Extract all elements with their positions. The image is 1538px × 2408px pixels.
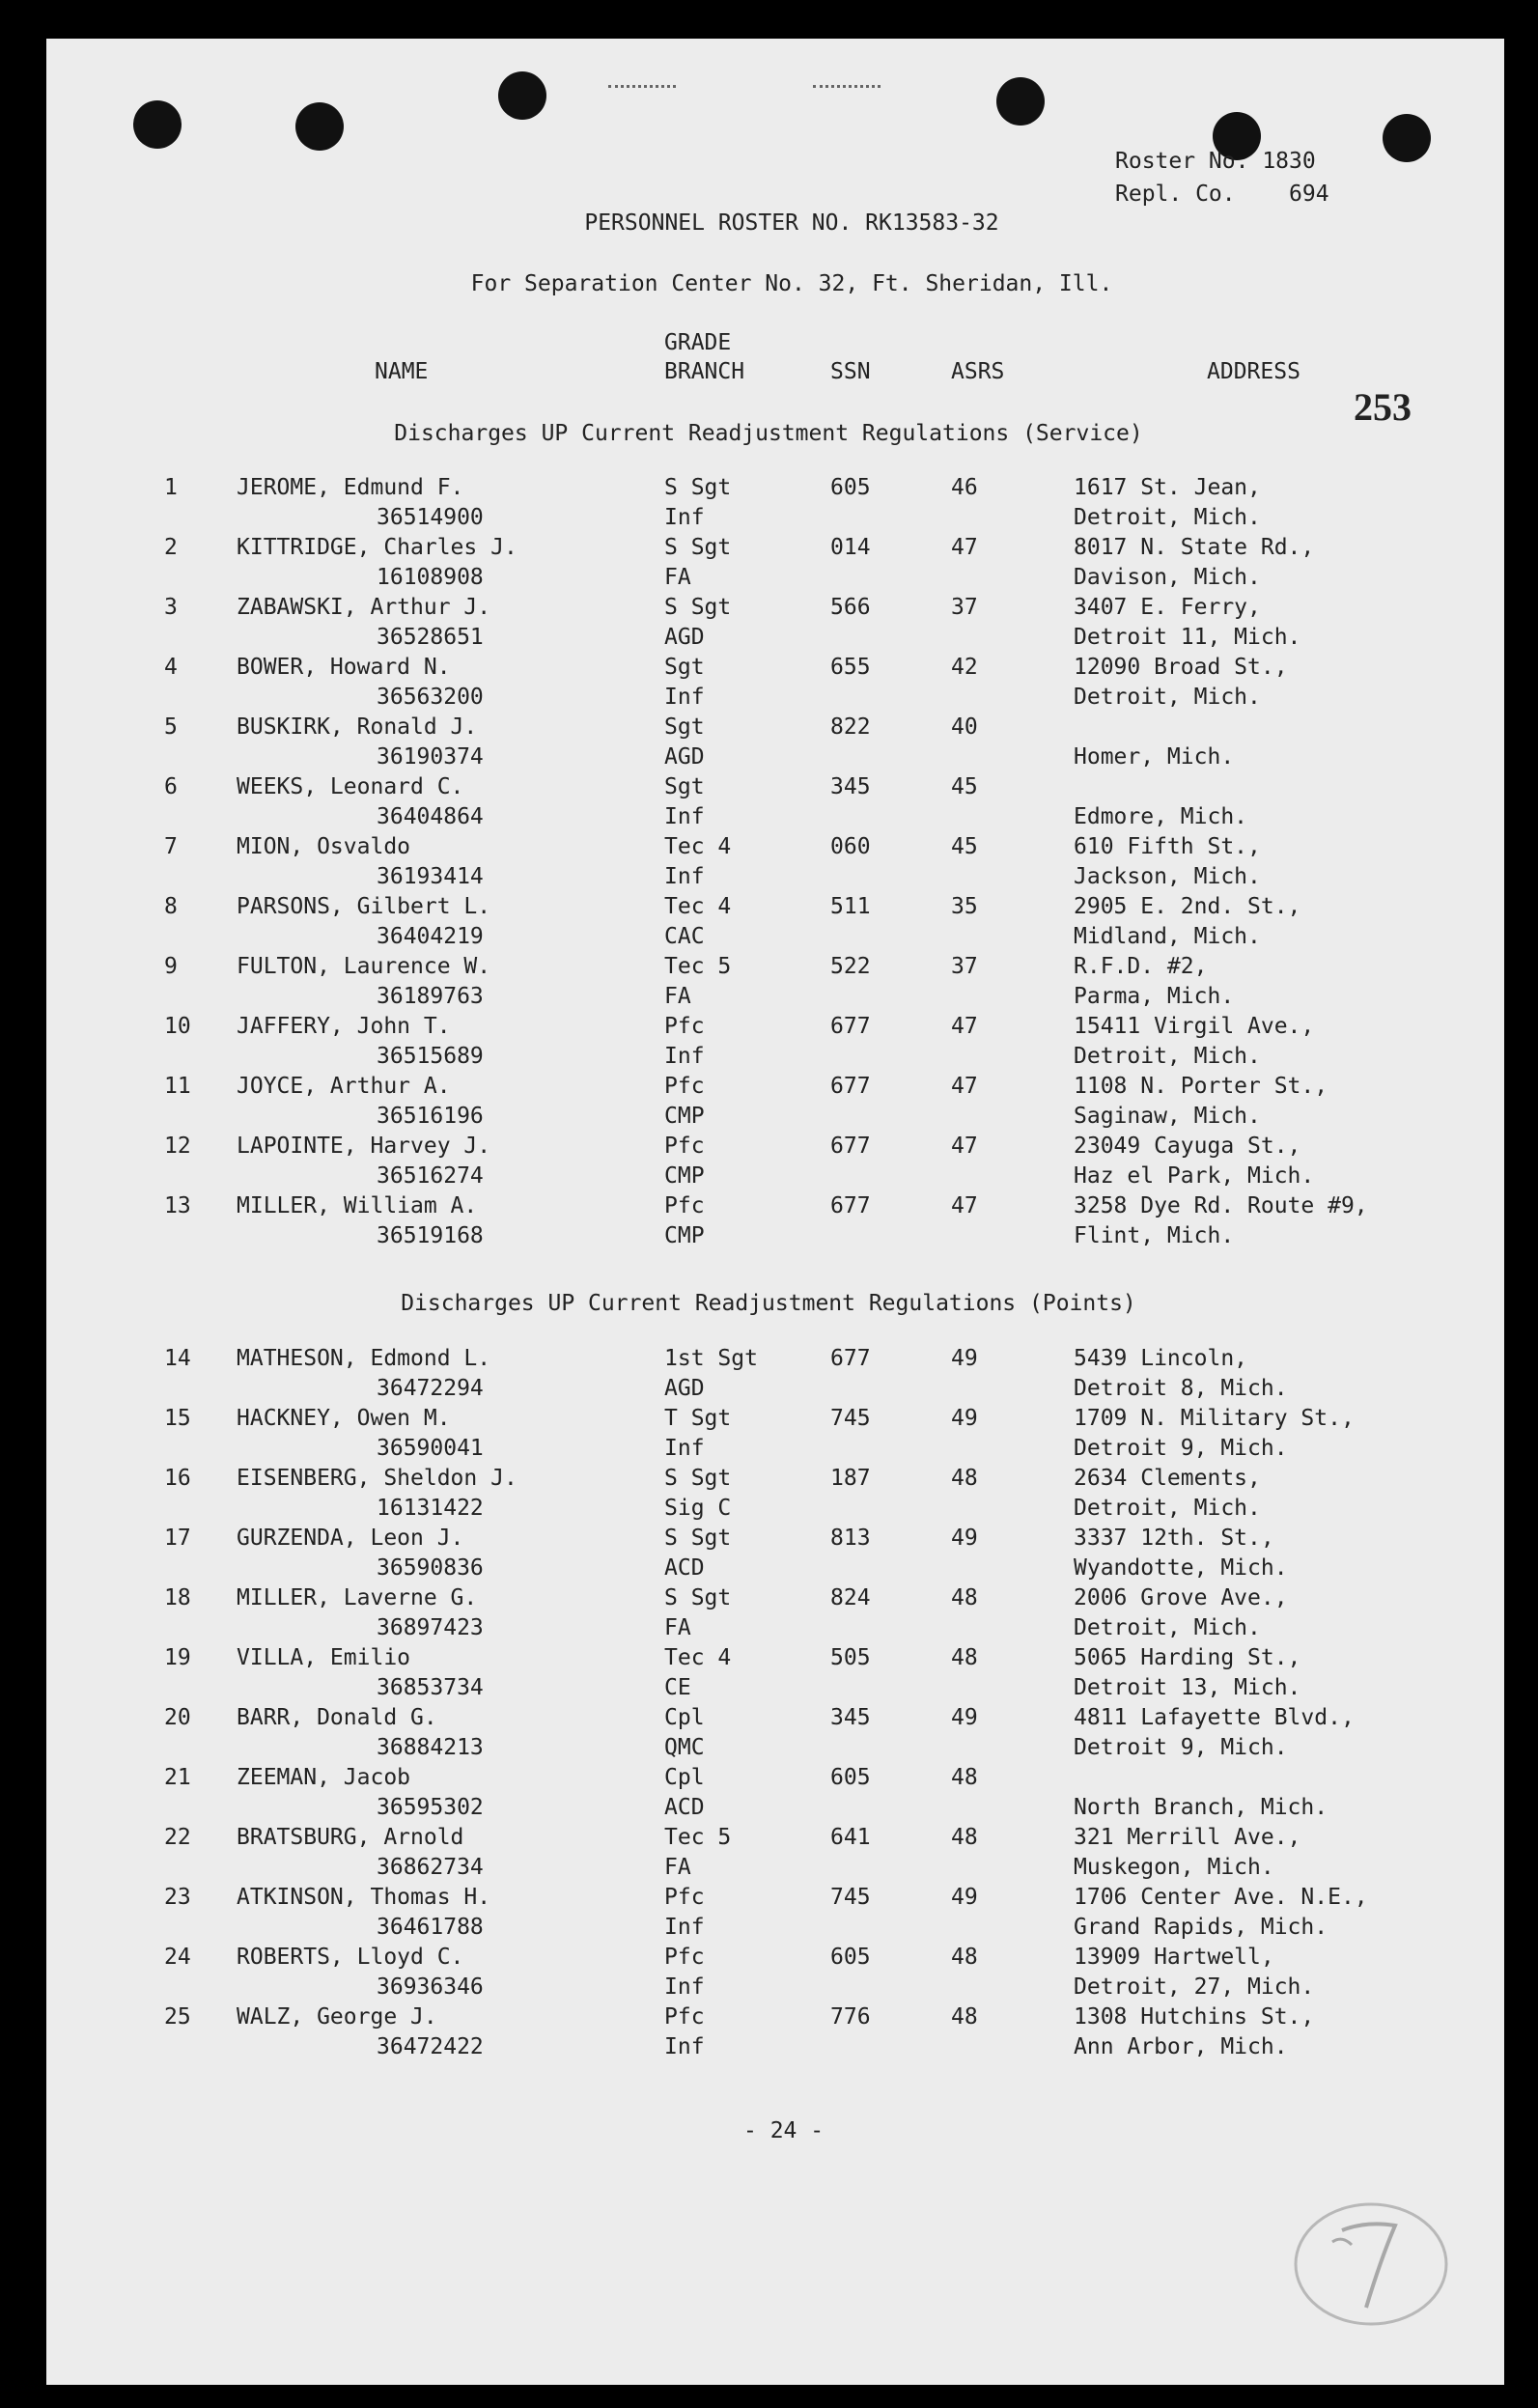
- column-header-name: NAME: [375, 359, 429, 384]
- row-number: 22: [164, 1825, 191, 1850]
- address-line-1: 12090 Broad St.,: [1074, 655, 1288, 680]
- branch: AGD: [664, 1376, 705, 1401]
- ssn-code: 677: [830, 1014, 871, 1039]
- roster-row: [0, 1524, 1538, 1583]
- asrs-score: 37: [951, 595, 978, 620]
- branch: AGD: [664, 744, 705, 770]
- serial-number: 36472422: [377, 2034, 484, 2059]
- row-number: 2: [164, 535, 178, 560]
- smudge-mark: [608, 85, 676, 98]
- roster-row: [0, 1583, 1538, 1643]
- serial-number: 36853734: [377, 1675, 484, 1700]
- address-line-1: 15411 Virgil Ave.,: [1074, 1014, 1315, 1039]
- serial-number: 36516274: [377, 1163, 484, 1189]
- row-number: 6: [164, 774, 178, 799]
- asrs-score: 46: [951, 475, 978, 500]
- address-line-1: 3407 E. Ferry,: [1074, 595, 1261, 620]
- address-line-1: 1706 Center Ave. N.E.,: [1074, 1885, 1368, 1910]
- row-number: 9: [164, 954, 178, 979]
- column-header-grade: GRADE: [664, 330, 732, 355]
- asrs-score: 48: [951, 1945, 978, 1970]
- grade: Tec 4: [664, 1645, 732, 1670]
- grade: S Sgt: [664, 1585, 732, 1610]
- soldier-name: FULTON, Laurence W.: [237, 954, 491, 979]
- address-line-2: Flint, Mich.: [1074, 1223, 1235, 1248]
- soldier-name: MATHESON, Edmond L.: [237, 1346, 491, 1371]
- asrs-score: 49: [951, 1346, 978, 1371]
- address-line-1: 4811 Lafayette Blvd.,: [1074, 1705, 1355, 1730]
- address-line-2: Detroit, Mich.: [1074, 1615, 1261, 1640]
- grade: Tec 5: [664, 1825, 732, 1850]
- address-line-2: Edmore, Mich.: [1074, 804, 1248, 829]
- asrs-score: 49: [951, 1526, 978, 1551]
- serial-number: 36884213: [377, 1735, 484, 1760]
- row-number: 1: [164, 475, 178, 500]
- page-stamp-number: 253: [1354, 385, 1412, 429]
- soldier-name: PARSONS, Gilbert L.: [237, 894, 491, 919]
- branch: ACD: [664, 1795, 705, 1820]
- grade: Tec 5: [664, 954, 732, 979]
- grade: T Sgt: [664, 1406, 732, 1431]
- branch: Inf: [664, 1974, 705, 2000]
- address-line-2: Jackson, Mich.: [1074, 864, 1261, 889]
- asrs-score: 49: [951, 1705, 978, 1730]
- address-line-1: 321 Merrill Ave.,: [1074, 1825, 1301, 1850]
- ssn-code: 605: [830, 1945, 871, 1970]
- soldier-name: MILLER, Laverne G.: [237, 1585, 478, 1610]
- serial-number: 36193414: [377, 864, 484, 889]
- row-number: 23: [164, 1885, 191, 1910]
- soldier-name: MION, Osvaldo: [237, 834, 411, 859]
- asrs-score: 42: [951, 655, 978, 680]
- ssn-code: 745: [830, 1885, 871, 1910]
- roster-row: [0, 1763, 1538, 1823]
- address-line-1: 3258 Dye Rd. Route #9,: [1074, 1193, 1368, 1218]
- address-line-2: Detroit 9, Mich.: [1074, 1735, 1288, 1760]
- address-line-2: Wyandotte, Mich.: [1074, 1555, 1288, 1581]
- roster-number: Roster No. 1830: [1115, 149, 1316, 174]
- roster-row: [0, 1883, 1538, 1943]
- address-line-1: 1617 St. Jean,: [1074, 475, 1261, 500]
- address-line-2: Grand Rapids, Mich.: [1074, 1915, 1328, 1940]
- soldier-name: BUSKIRK, Ronald J.: [237, 714, 478, 740]
- address-line-2: Detroit, Mich.: [1074, 1496, 1261, 1521]
- branch: Inf: [664, 505, 705, 530]
- ssn-code: 187: [830, 1466, 871, 1491]
- serial-number: 36515689: [377, 1044, 484, 1069]
- roster-row: [0, 1072, 1538, 1132]
- address-line-1: 2006 Grove Ave.,: [1074, 1585, 1288, 1610]
- soldier-name: LAPOINTE, Harvey J.: [237, 1134, 491, 1159]
- roster-row: [0, 653, 1538, 713]
- grade: Pfc: [664, 1134, 705, 1159]
- soldier-name: BRATSBURG, Arnold: [237, 1825, 464, 1850]
- branch: Inf: [664, 804, 705, 829]
- soldier-name: KITTRIDGE, Charles J.: [237, 535, 517, 560]
- asrs-score: 48: [951, 1645, 978, 1670]
- address-line-2: Midland, Mich.: [1074, 924, 1261, 949]
- roster-row: [0, 1943, 1538, 2002]
- serial-number: 36461788: [377, 1915, 484, 1940]
- serial-number: 36516196: [377, 1104, 484, 1129]
- grade: Pfc: [664, 1074, 705, 1099]
- address-line-2: Detroit 9, Mich.: [1074, 1436, 1288, 1461]
- serial-number: 16131422: [377, 1496, 484, 1521]
- roster-row: [0, 1404, 1538, 1464]
- punch-hole: [133, 100, 182, 149]
- ssn-code: 566: [830, 595, 871, 620]
- column-header-ssn: SSN: [830, 359, 871, 384]
- address-line-2: Detroit, 27, Mich.: [1074, 1974, 1315, 2000]
- soldier-name: WEEKS, Leonard C.: [237, 774, 464, 799]
- asrs-score: 49: [951, 1406, 978, 1431]
- serial-number: 36528651: [377, 625, 484, 650]
- asrs-score: 47: [951, 1134, 978, 1159]
- handwritten-mark-graphic: [1274, 2192, 1468, 2337]
- soldier-name: ZEEMAN, Jacob: [237, 1765, 411, 1790]
- ssn-code: 605: [830, 1765, 871, 1790]
- asrs-score: 45: [951, 834, 978, 859]
- punch-hole: [498, 71, 546, 120]
- soldier-name: ROBERTS, Lloyd C.: [237, 1945, 464, 1970]
- roster-row: [0, 952, 1538, 1012]
- address-line-2: Detroit 13, Mich.: [1074, 1675, 1301, 1700]
- roster-row: [0, 533, 1538, 593]
- address-line-1: 2634 Clements,: [1074, 1466, 1261, 1491]
- serial-number: 16108908: [377, 565, 484, 590]
- ssn-code: 677: [830, 1193, 871, 1218]
- serial-number: 36590041: [377, 1436, 484, 1461]
- section-heading-service: Discharges UP Current Readjustment Regulations (Service): [394, 421, 1143, 446]
- asrs-score: 47: [951, 1074, 978, 1099]
- branch: CMP: [664, 1223, 705, 1248]
- soldier-name: JOYCE, Arthur A.: [237, 1074, 451, 1099]
- address-line-2: Muskegon, Mich.: [1074, 1855, 1274, 1880]
- ssn-code: 511: [830, 894, 871, 919]
- grade: Sgt: [664, 655, 705, 680]
- ssn-code: 745: [830, 1406, 871, 1431]
- branch: FA: [664, 1855, 691, 1880]
- asrs-score: 48: [951, 1825, 978, 1850]
- asrs-score: 48: [951, 1466, 978, 1491]
- soldier-name: JAFFERY, John T.: [237, 1014, 451, 1039]
- soldier-name: MILLER, William A.: [237, 1193, 478, 1218]
- grade: Sgt: [664, 714, 705, 740]
- soldier-name: ATKINSON, Thomas H.: [237, 1885, 491, 1910]
- branch: ACD: [664, 1555, 705, 1581]
- grade: S Sgt: [664, 595, 732, 620]
- roster-row: [0, 593, 1538, 653]
- grade: Tec 4: [664, 894, 732, 919]
- grade: S Sgt: [664, 1526, 732, 1551]
- soldier-name: BOWER, Howard N.: [237, 655, 451, 680]
- serial-number: 36472294: [377, 1376, 484, 1401]
- column-header-address: ADDRESS: [1207, 359, 1300, 384]
- branch: FA: [664, 1615, 691, 1640]
- roster-row: [0, 473, 1538, 533]
- ssn-code: 813: [830, 1526, 871, 1551]
- ssn-code: 014: [830, 535, 871, 560]
- row-number: 5: [164, 714, 178, 740]
- serial-number: 36404219: [377, 924, 484, 949]
- row-number: 25: [164, 2004, 191, 2030]
- grade: Pfc: [664, 2004, 705, 2030]
- roster-row: [0, 1703, 1538, 1763]
- ssn-code: 345: [830, 1705, 871, 1730]
- address-line-1: R.F.D. #2,: [1074, 954, 1208, 979]
- soldier-name: GURZENDA, Leon J.: [237, 1526, 464, 1551]
- roster-title: PERSONNEL ROSTER NO. RK13583-32: [584, 210, 999, 236]
- serial-number: 36590836: [377, 1555, 484, 1581]
- soldier-name: ZABAWSKI, Arthur J.: [237, 595, 491, 620]
- address-line-2: Parma, Mich.: [1074, 984, 1235, 1009]
- roster-row: [0, 772, 1538, 832]
- row-number: 4: [164, 655, 178, 680]
- address-line-2: Davison, Mich.: [1074, 565, 1261, 590]
- branch: Inf: [664, 1044, 705, 1069]
- address-line-1: 13909 Hartwell,: [1074, 1945, 1274, 1970]
- punch-hole: [996, 77, 1045, 126]
- branch: FA: [664, 984, 691, 1009]
- roster-row: [0, 1191, 1538, 1251]
- roster-subtitle: For Separation Center No. 32, Ft. Sheridan, Ill.: [470, 271, 1113, 296]
- roster-row: [0, 1132, 1538, 1191]
- asrs-score: 45: [951, 774, 978, 799]
- soldier-name: HACKNEY, Owen M.: [237, 1406, 451, 1431]
- asrs-score: 47: [951, 535, 978, 560]
- ssn-code: 824: [830, 1585, 871, 1610]
- branch: Inf: [664, 685, 705, 710]
- grade: Pfc: [664, 1945, 705, 1970]
- address-line-1: 23049 Cayuga St.,: [1074, 1134, 1301, 1159]
- branch: Inf: [664, 1915, 705, 1940]
- address-line-1: 5439 Lincoln,: [1074, 1346, 1248, 1371]
- branch: CAC: [664, 924, 705, 949]
- branch: CE: [664, 1675, 691, 1700]
- grade: Cpl: [664, 1705, 705, 1730]
- ssn-code: 677: [830, 1074, 871, 1099]
- row-number: 7: [164, 834, 178, 859]
- row-number: 17: [164, 1526, 191, 1551]
- address-line-1: 1108 N. Porter St.,: [1074, 1074, 1328, 1099]
- address-line-2: North Branch, Mich.: [1074, 1795, 1328, 1820]
- ssn-code: 776: [830, 2004, 871, 2030]
- grade: Cpl: [664, 1765, 705, 1790]
- roster-row: [0, 2002, 1538, 2062]
- row-number: 10: [164, 1014, 191, 1039]
- address-line-1: 2905 E. 2nd. St.,: [1074, 894, 1301, 919]
- row-number: 13: [164, 1193, 191, 1218]
- section-heading-points: Discharges UP Current Readjustment Regulations (Points): [401, 1291, 1136, 1316]
- roster-row: [0, 1012, 1538, 1072]
- address-line-1: 5065 Harding St.,: [1074, 1645, 1301, 1670]
- asrs-score: 40: [951, 714, 978, 740]
- branch: Inf: [664, 1436, 705, 1461]
- soldier-name: VILLA, Emilio: [237, 1645, 411, 1670]
- row-number: 3: [164, 595, 178, 620]
- branch: FA: [664, 565, 691, 590]
- asrs-score: 48: [951, 2004, 978, 2030]
- ssn-code: 655: [830, 655, 871, 680]
- roster-row: [0, 1643, 1538, 1703]
- address-line-1: 3337 12th. St.,: [1074, 1526, 1274, 1551]
- grade: S Sgt: [664, 535, 732, 560]
- branch: Sig C: [664, 1496, 732, 1521]
- serial-number: 36862734: [377, 1855, 484, 1880]
- row-number: 24: [164, 1945, 191, 1970]
- branch: CMP: [664, 1104, 705, 1129]
- column-header-asrs: ASRS: [951, 359, 1005, 384]
- grade: Pfc: [664, 1193, 705, 1218]
- ssn-code: 605: [830, 475, 871, 500]
- grade: Pfc: [664, 1014, 705, 1039]
- roster-row: [0, 1344, 1538, 1404]
- branch: Inf: [664, 864, 705, 889]
- row-number: 12: [164, 1134, 191, 1159]
- serial-number: 36897423: [377, 1615, 484, 1640]
- roster-row: [0, 1464, 1538, 1524]
- grade: 1st Sgt: [664, 1346, 758, 1371]
- branch: Inf: [664, 2034, 705, 2059]
- ssn-code: 822: [830, 714, 871, 740]
- smudge-mark: [813, 85, 881, 98]
- serial-number: 36595302: [377, 1795, 484, 1820]
- asrs-score: 48: [951, 1585, 978, 1610]
- row-number: 11: [164, 1074, 191, 1099]
- serial-number: 36514900: [377, 505, 484, 530]
- address-line-1: 610 Fifth St.,: [1074, 834, 1261, 859]
- page-number: - 24 -: [743, 2118, 825, 2143]
- column-header-branch: BRANCH: [664, 359, 745, 384]
- row-number: 19: [164, 1645, 191, 1670]
- roster-row: [0, 892, 1538, 952]
- row-number: 8: [164, 894, 178, 919]
- roster-row: [0, 1823, 1538, 1883]
- address-line-1: 8017 N. State Rd.,: [1074, 535, 1315, 560]
- asrs-score: 37: [951, 954, 978, 979]
- replacement-company: Repl. Co. 694: [1115, 182, 1329, 207]
- grade: S Sgt: [664, 475, 732, 500]
- row-number: 14: [164, 1346, 191, 1371]
- grade: Tec 4: [664, 834, 732, 859]
- asrs-score: 48: [951, 1765, 978, 1790]
- ssn-code: 505: [830, 1645, 871, 1670]
- address-line-2: Detroit, Mich.: [1074, 505, 1261, 530]
- ssn-code: 522: [830, 954, 871, 979]
- branch: QMC: [664, 1735, 705, 1760]
- soldier-name: EISENBERG, Sheldon J.: [237, 1466, 517, 1491]
- soldier-name: BARR, Donald G.: [237, 1705, 437, 1730]
- address-line-2: Detroit 8, Mich.: [1074, 1376, 1288, 1401]
- row-number: 16: [164, 1466, 191, 1491]
- serial-number: 36936346: [377, 1974, 484, 2000]
- grade: S Sgt: [664, 1466, 732, 1491]
- asrs-score: 35: [951, 894, 978, 919]
- address-line-1: 1308 Hutchins St.,: [1074, 2004, 1315, 2030]
- address-line-2: Detroit, Mich.: [1074, 685, 1261, 710]
- asrs-score: 47: [951, 1014, 978, 1039]
- ssn-code: 641: [830, 1825, 871, 1850]
- grade: Sgt: [664, 774, 705, 799]
- ssn-code: 060: [830, 834, 871, 859]
- ssn-code: 345: [830, 774, 871, 799]
- asrs-score: 47: [951, 1193, 978, 1218]
- soldier-name: WALZ, George J.: [237, 2004, 437, 2030]
- branch: AGD: [664, 625, 705, 650]
- roster-row: [0, 832, 1538, 892]
- serial-number: 36519168: [377, 1223, 484, 1248]
- ssn-code: 677: [830, 1346, 871, 1371]
- serial-number: 36404864: [377, 804, 484, 829]
- branch: CMP: [664, 1163, 705, 1189]
- address-line-2: Detroit 11, Mich.: [1074, 625, 1301, 650]
- row-number: 21: [164, 1765, 191, 1790]
- grade: Pfc: [664, 1885, 705, 1910]
- asrs-score: 49: [951, 1885, 978, 1910]
- roster-row: [0, 713, 1538, 772]
- address-line-2: Ann Arbor, Mich.: [1074, 2034, 1288, 2059]
- address-line-2: Detroit, Mich.: [1074, 1044, 1261, 1069]
- row-number: 15: [164, 1406, 191, 1431]
- punch-hole: [295, 102, 344, 151]
- soldier-name: JEROME, Edmund F.: [237, 475, 464, 500]
- address-line-2: Homer, Mich.: [1074, 744, 1235, 770]
- address-line-2: Haz el Park, Mich.: [1074, 1163, 1315, 1189]
- address-line-1: 1709 N. Military St.,: [1074, 1406, 1355, 1431]
- serial-number: 36190374: [377, 744, 484, 770]
- address-line-2: Saginaw, Mich.: [1074, 1104, 1261, 1129]
- serial-number: 36189763: [377, 984, 484, 1009]
- row-number: 18: [164, 1585, 191, 1610]
- punch-hole: [1383, 114, 1431, 162]
- ssn-code: 677: [830, 1134, 871, 1159]
- serial-number: 36563200: [377, 685, 484, 710]
- row-number: 20: [164, 1705, 191, 1730]
